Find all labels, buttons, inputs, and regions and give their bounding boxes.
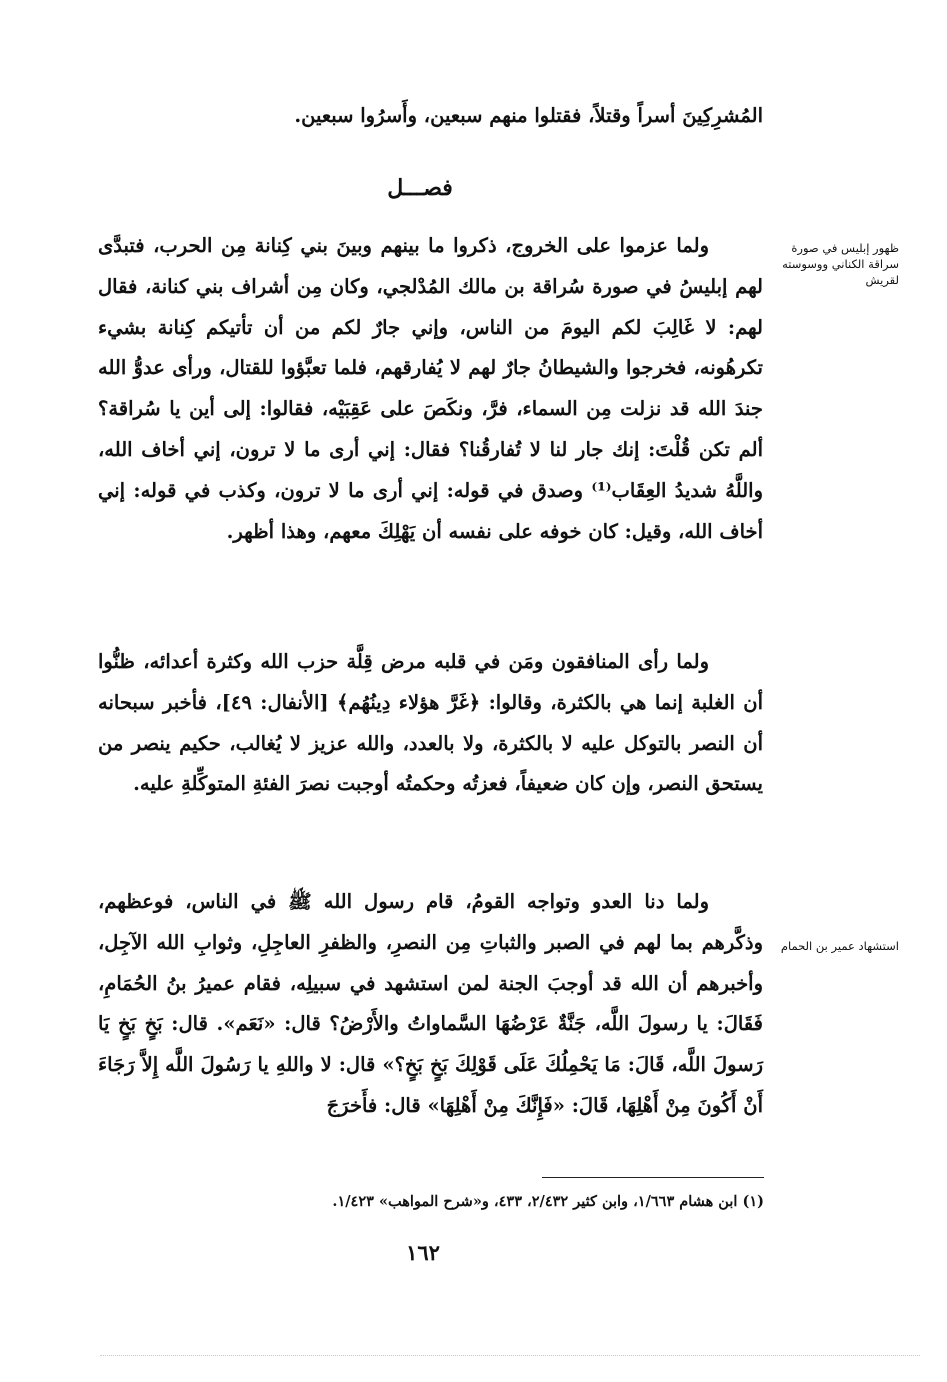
paragraph-text: ولما عزموا على الخروج، ذكروا ما بينهم وبينَ بني كِنانة مِن الحرب، فتبدَّى لهم إبليسُ في صورة سُراقة بن مالك المُدْلجي، وكان مِن أشراف بني كنانة، فقال لهم: لا غَالِبَ لكم اليومَ من الناس، وإني جارٌ لكم من أن تأتيكم كِنانة بشيء تكرهُونه، فخرجوا والشيطانُ جارٌ لهم لا يُفارقهم، فلما تعبَّؤوا للقتال، ورأى عدوُّ الله جندَ الله قد نزلت مِن السماء، فرَّ، ونكَصَ على عَقِبَيْه، فقالوا: إلى أين يا سُراقة؟ ألم تكن قُلْتَ: إنك جار لنا لا تُفارقُنا؟ فقال: إني أرى ما لا ترون، إني أخاف الله، واللَّهُ شديدُ العِقَاب⁽¹⁾ وصدق في قوله: إني أرى ما لا ترون، وكذب في قوله: إني أخاف الله، وقيل: كان خوفه على نفسه أن يَهْلِكَ معهم، وهذا أظهر. bbox=[98, 234, 763, 543]
paragraph-iblis bbox=[98, 226, 763, 552]
paragraph-umair bbox=[98, 882, 763, 1127]
margin-note-umair: استشهاد عمير بن الحمام bbox=[780, 939, 899, 953]
continuation-line: المُشرِكِينَ أسراً وقتلاً، فقتلوا منهم سبعين، وأَسرُوا سبعين. bbox=[294, 104, 763, 127]
paragraph-hypocrites bbox=[98, 642, 763, 805]
footnote: (١) ابن هشام ١/٦٦٣، وابن كثير ٢/٤٣٢، ٤٣٣، و«شرح المواهب» ١/٤٢٣. bbox=[332, 1193, 764, 1210]
paragraph-text: ولما رأى المنافقون ومَن في قلبه مرض قِلَّة حزب الله وكثرة أعدائه، ظنُّوا أن الغلبة إنما هي بالكثرة، وقالوا: ﴿غَرَّ هؤلاء دِينُهُم﴾ [الأنفال: ٤٩]، فأخبر سبحانه أن النصر بالتوكل عليه لا بالكثرة، ولا بالعدد، والله عزيز لا يُغالب، حكيم ينصر من يستحق النصر، وإن كان ضعيفاً، فعزتُه وحكمتُه أوجبت نصرَ الفئةِ المتوكِّلةِ عليه. bbox=[98, 650, 763, 796]
footnote-divider bbox=[542, 1177, 764, 1178]
page-number: ١٦٢ bbox=[406, 1240, 440, 1265]
margin-note-iblis: ظهور إبليس في صورة سراقة الكناني ووسوسته لقريش bbox=[782, 241, 899, 287]
section-heading: فصـــل bbox=[387, 175, 453, 201]
scan-speckle bbox=[100, 1355, 920, 1356]
paragraph-text: ولما دنا العدو وتواجه القومُ، قام رسول الله ﷺ في الناس، فوعظهم، وذكَّرهم بما لهم في الصبر والثباتِ مِن النصرِ، والظفرِ العاجِلِ، وثوابِ الله الآجِل، وأخبرهم أن الله قد أوجبَ الجنة لمن استشهد في سبيلِه، فقام عميرُ بنُ الحُمَامِ، فَقَالَ: يا رسولَ اللَّه، جَنَّةٌ عَرْضُهَا السَّماواتُ والأَرْضُ؟ قال: «نَعَم». قال: بَخٍ بَخٍ يَا رَسولَ اللَّه، قَالَ: مَا يَحْمِلُكَ عَلَى قَوْلِكَ بَخٍ بَخٍ؟» قال: لا واللهِ يا رَسُولَ اللَّه إِلاَّ رَجَاءَ أَنْ أَكُونَ مِنْ أَهْلِهَا، قَالَ: «فَإِنَّكَ مِنْ أَهْلِهَا» قال: فأَخرَجَ bbox=[98, 890, 763, 1117]
